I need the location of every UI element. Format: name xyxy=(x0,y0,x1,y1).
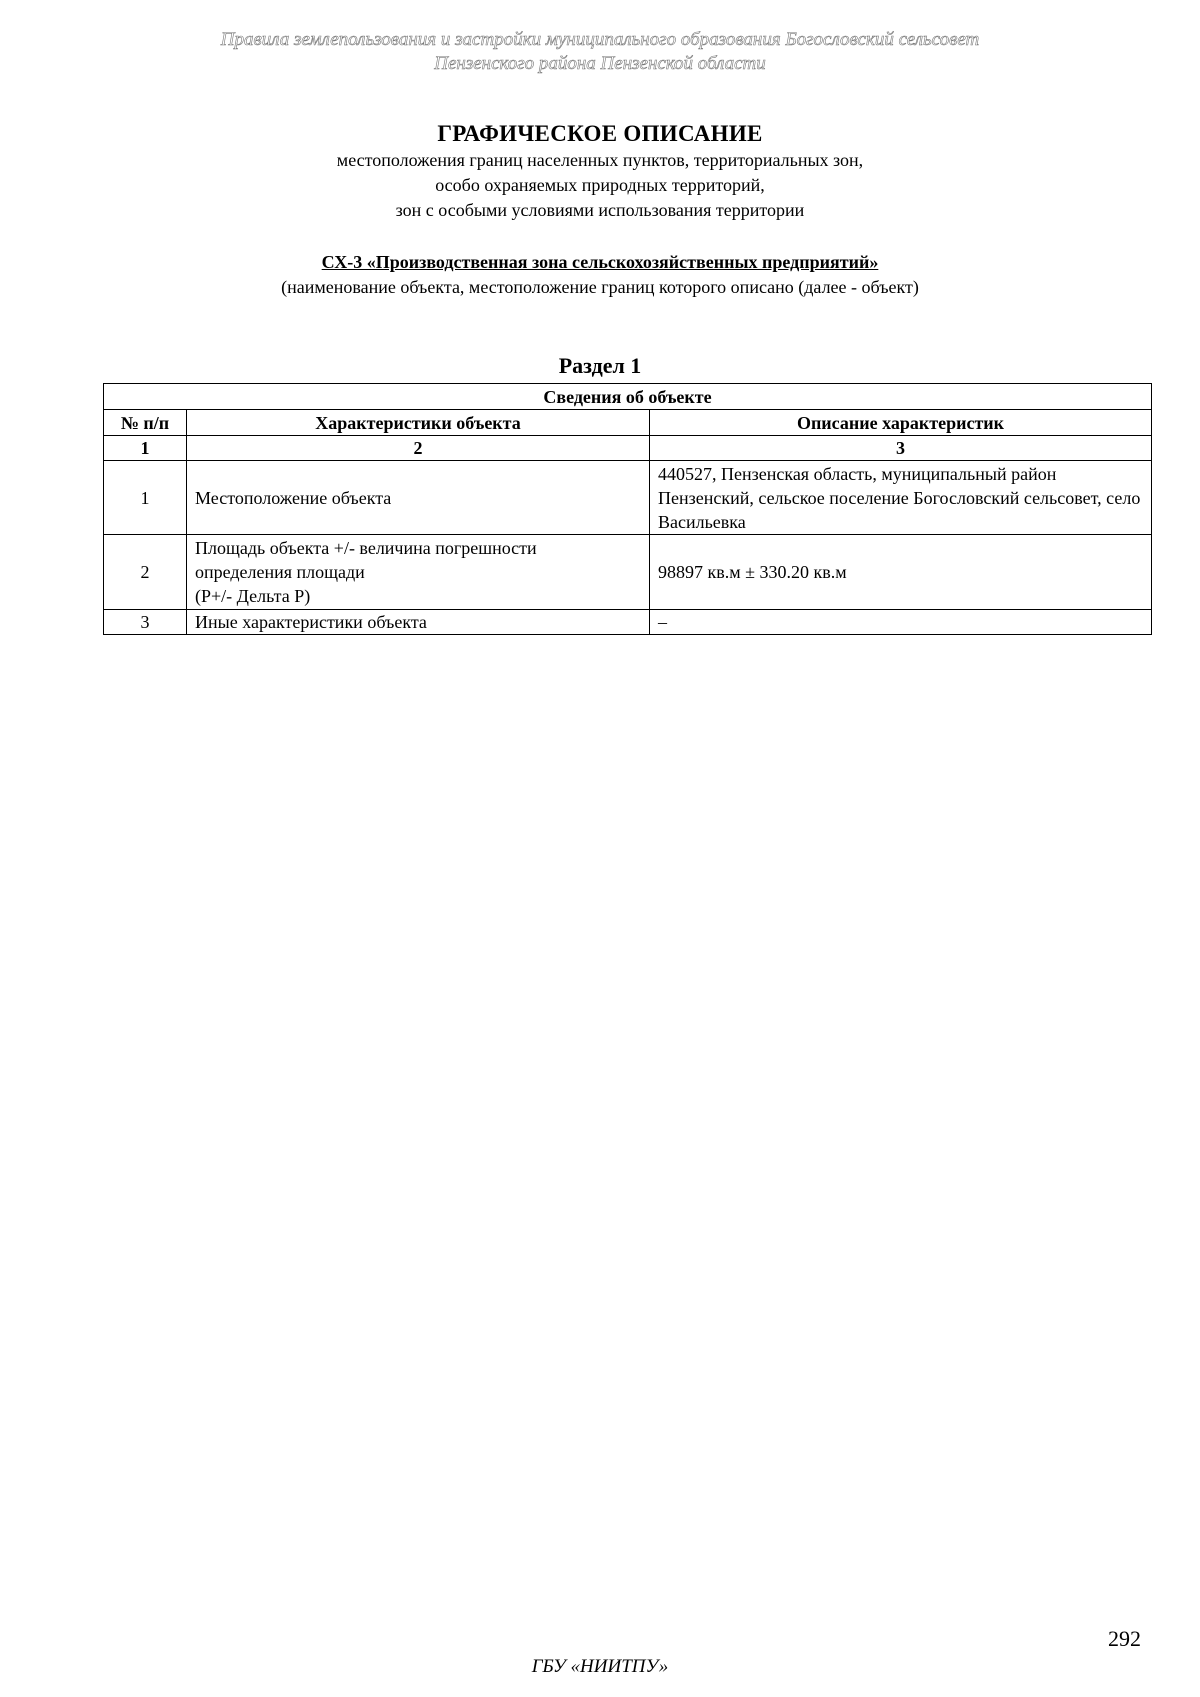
subtitle-line-3: зон с особыми условиями использования территории xyxy=(395,200,805,220)
row-num: 2 xyxy=(104,535,187,610)
row-characteristic xyxy=(187,535,650,610)
table-index-row xyxy=(104,436,1152,461)
subtitle-line-2: особо охраняемых природных территорий, xyxy=(435,175,765,195)
page-number: 292 xyxy=(1108,1626,1141,1651)
row-characteristic: Местоположение объекта xyxy=(187,461,650,535)
table-caption-row xyxy=(104,384,1152,410)
section-title: Раздел 1 xyxy=(558,353,642,378)
table-caption: Сведения об объекте xyxy=(104,384,1152,410)
page-footer: ГБУ «НИИТПУ» xyxy=(531,1656,669,1677)
object-name: СХ-3 «Производственная зона сельскохозяйственных предприятий» xyxy=(321,252,879,272)
subtitle-line-1: местоположения границ населенных пунктов, территориальных зон, xyxy=(336,150,864,170)
header-characteristic: Характеристики объекта xyxy=(187,410,650,436)
header-num: № п/п xyxy=(104,410,187,436)
index-cell-3: 3 xyxy=(650,436,1152,461)
object-info-table xyxy=(103,383,1152,635)
title-block xyxy=(0,120,1200,223)
object-caption: (наименование объекта, местоположение границ которого описано (далее - объект) xyxy=(281,277,919,297)
running-header-line2: Пензенского района Пензенской области xyxy=(434,53,766,74)
row-description: 440527, Пензенская область, муниципальный район Пензенский, сельское поселение Богословский сельсовет, село Васильевка xyxy=(650,461,1152,535)
table-row xyxy=(104,535,1152,610)
index-cell-2: 2 xyxy=(187,436,650,461)
running-header-line1: Правила землепользования и застройки муниципального образования Богословский сельсовет xyxy=(220,29,980,50)
index-cell-1: 1 xyxy=(104,436,187,461)
table-row xyxy=(104,610,1152,635)
row-num: 3 xyxy=(104,610,187,635)
row-num: 1 xyxy=(104,461,187,535)
row-characteristic: Иные характеристики объекта xyxy=(187,610,650,635)
row-description: 98897 кв.м ± 330.20 кв.м xyxy=(650,535,1152,610)
row-description: – xyxy=(650,610,1152,635)
row-characteristic-line: (P+/- Дельта P) xyxy=(195,586,311,606)
document-title: ГРАФИЧЕСКОЕ ОПИСАНИЕ xyxy=(437,121,763,146)
table-row xyxy=(104,461,1152,535)
object-block xyxy=(0,250,1200,300)
table-header-row xyxy=(104,410,1152,436)
row-characteristic-line: определения площади xyxy=(195,562,365,582)
row-characteristic-line: Площадь объекта +/- величина погрешности xyxy=(195,538,537,558)
header-description: Описание характеристик xyxy=(650,410,1152,436)
running-header xyxy=(0,28,1200,76)
